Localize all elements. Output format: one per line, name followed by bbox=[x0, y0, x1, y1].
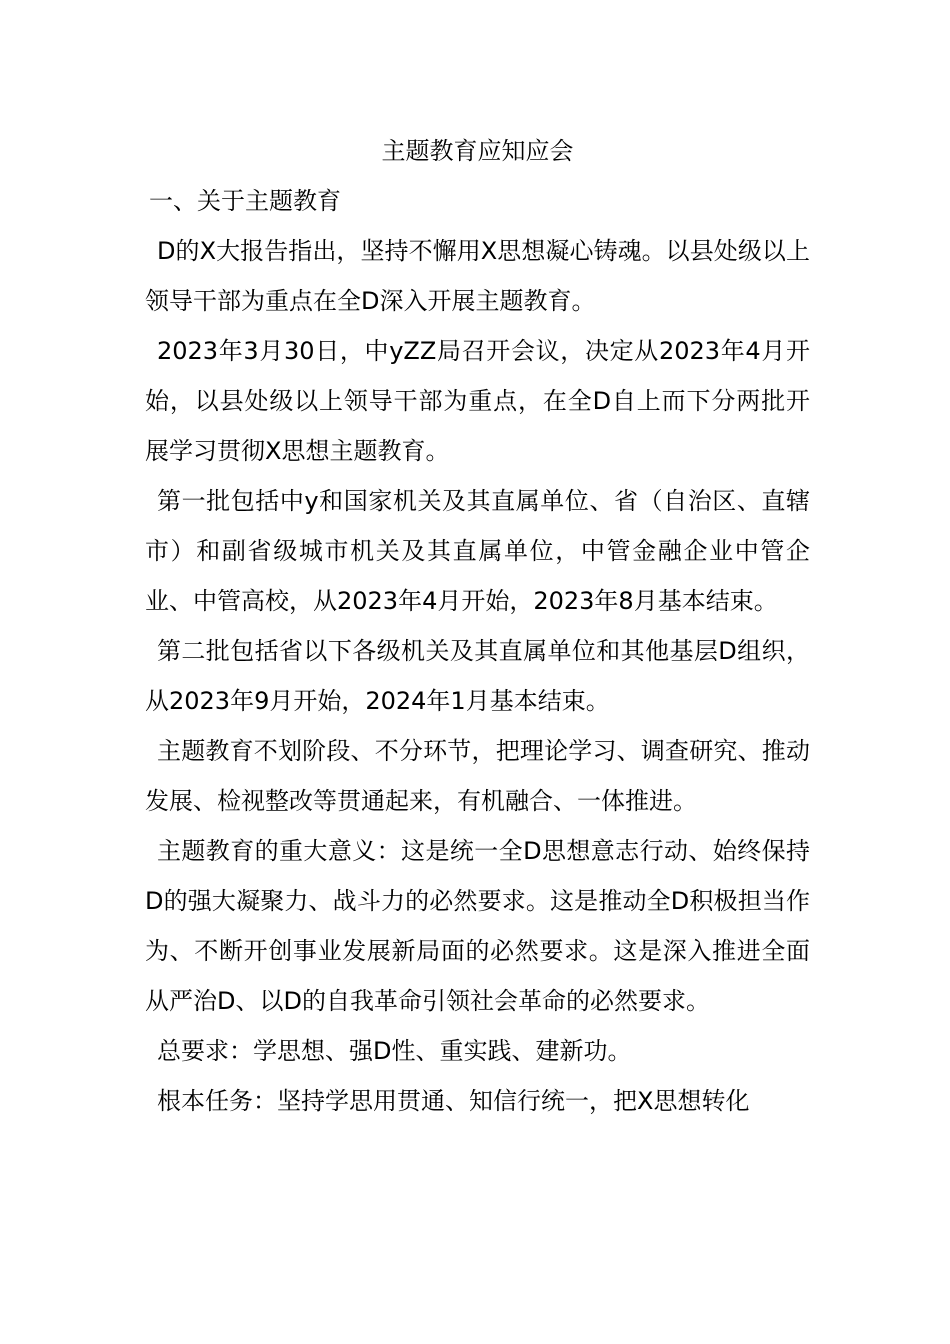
paragraph-significance: 主题教育的重大意义：这是统一全D思想意志行动、始终保持D的强大凝聚力、战斗力的必然要求。这是推动全D积极担当作为、不断开创事业发展新局面的必然要求。这是深入推进全面从严治D、以D的自我革命引领社会革命的必然要求。 bbox=[145, 837, 810, 1015]
document-body bbox=[145, 126, 810, 1126]
document-title: 主题教育应知应会 bbox=[381, 137, 574, 165]
paragraph-fundamental-task: 根本任务：坚持学思用贯通、知信行统一，把X思想转化 bbox=[157, 1087, 750, 1115]
paragraph-first-batch: 第一批包括中y和国家机关及其直属单位、省（自治区、直辖市）和副省级城市机关及其直属单位，中管金融企业中管企业、中管高校，从2023年4月开始，2023年8月基本结束。 bbox=[145, 487, 810, 615]
paragraph-approach: 主题教育不划阶段、不分环节，把理论学习、调查研究、推动发展、检视整改等贯通起来，有机融合、一体推进。 bbox=[145, 737, 810, 815]
paragraph-report: D的X大报告指出，坚持不懈用X思想凝心铸魂。以县处级以上领导干部为重点在全D深入开展主题教育。 bbox=[145, 237, 810, 315]
section-heading: 一、关于主题教育 bbox=[149, 187, 341, 215]
paragraph-meeting: 2023年3月30日，中yZZ局召开会议，决定从2023年4月开始，以县处级以上领导干部为重点，在全D自上而下分两批开展学习贯彻X思想主题教育。 bbox=[145, 337, 810, 465]
paragraph-second-batch: 第二批包括省以下各级机关及其直属单位和其他基层D组织，从2023年9月开始，2024年1月基本结束。 bbox=[145, 637, 810, 715]
paragraph-general-requirement: 总要求：学思想、强D性、重实践、建新功。 bbox=[157, 1037, 632, 1065]
